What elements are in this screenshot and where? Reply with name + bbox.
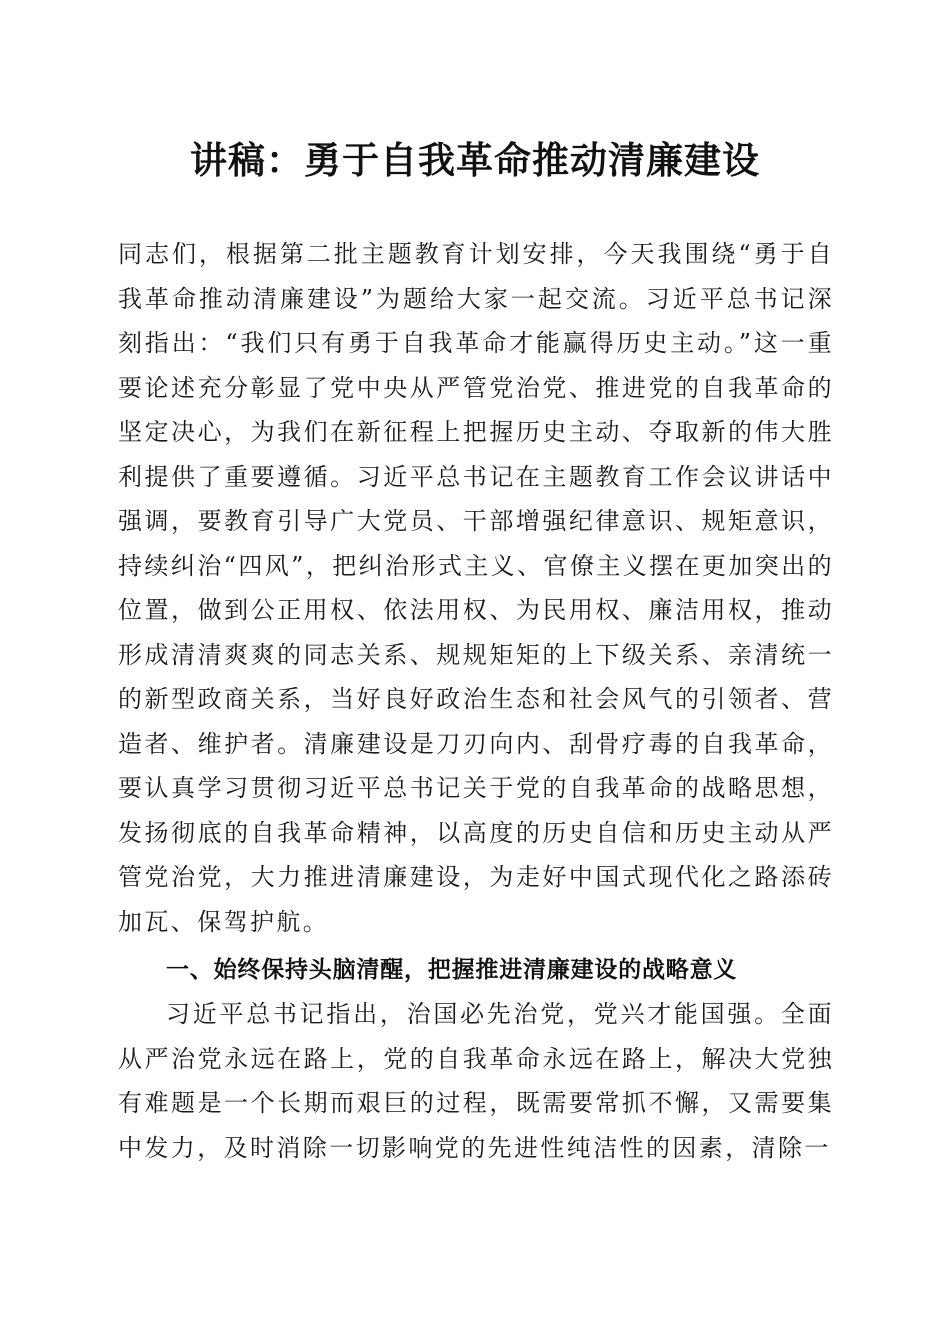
section-1-heading: 一、始终保持头脑清醒，把握推进清廉建设的战略意义 [166,957,738,983]
section-1-paragraph: 习近平总书记指出，治国必先治党，党兴才能国强。全面从严治党永远在路上，党的自我革命永远在路上，解决大党独有难题是一个长期而艰巨的过程，既需要常抓不懈，又需要集中发力，及时消除一切影响党的先进性纯洁性的因素，清除一 [118,1000,834,1162]
document-title: 讲稿：勇于自我革命推动清廉建设 [190,138,760,182]
opening-paragraph: 同志们，根据第二批主题教育计划安排，今天我围绕“勇于自我革命推动清廉建设”为题给大家一起交流。习近平总书记深刻指出：“我们只有勇于自我革命才能赢得历史主动。”这一重要论述充分彰显了党中央从严管党治党、推进党的自我革命的坚定决心，为我们在新征程上把握历史主动、夺取新的伟大胜利提供了重要遵循。习近平总书记在主题教育工作会议讲话中强调，要教育引导广大党员、干部增强纪律意识、规矩意识，持续纠治“四风”，把纠治形式主义、官僚主义摆在更加突出的位置，做到公正用权、依法用权、为民用权、廉洁用权，推动形成清清爽爽的同志关系、规规矩矩的上下级关系、亲清统一的新型政商关系，当好良好政治生态和社会风气的引领者、营造者、维护者。清廉建设是刀刃向内、刮骨疗毒的自我革命，要认真学习贯彻习近平总书记关于党的自我革命的战略思想，发扬彻底的自我革命精神，以高度的历史自信和历史主动从严管党治党，大力推进清廉建设，为走好中国式现代化之路添砖加瓦、保驾护航。 [118,240,834,936]
